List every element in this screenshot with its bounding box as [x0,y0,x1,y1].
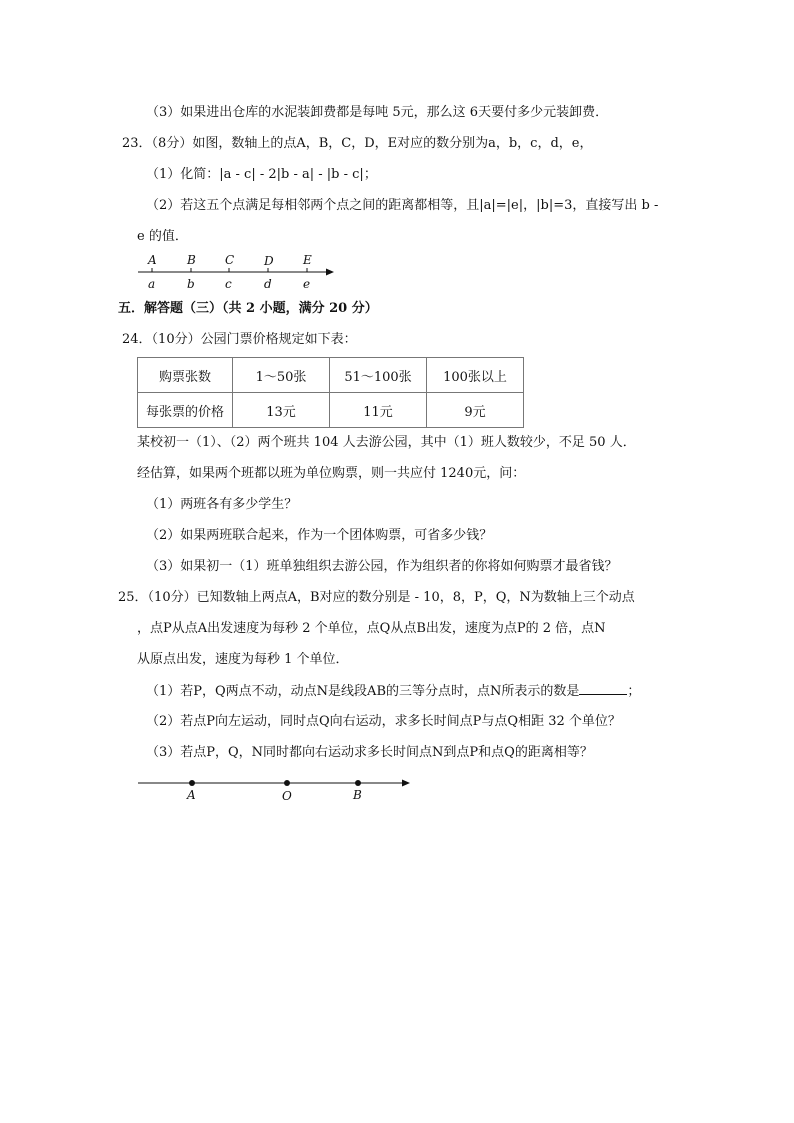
number-line-2 [136,774,416,804]
label-d: d [264,277,272,291]
section-5-heading: 五．解答题（三）（共 2 小题，满分 20 分） [118,301,378,316]
q25-part1-text: （1）若P，Q两点不动，动点N是线段AB的三等分点时，点N所表示的数是 [146,684,580,699]
number-line-1 [136,252,336,292]
q24-para2: 经估算，如果两个班都以班为单位购票，则一共应付 1240元，问： [137,466,526,481]
table-row [138,358,524,393]
q24-stem: 24．（10分）公园门票价格规定如下表： [122,332,357,347]
q23-stem: 23．（8分）如图，数轴上的点A，B，C，D，E对应的数分别为a，b，c，d，e， [122,136,593,151]
label-point-O: O [282,789,292,803]
table-cell: 100张以上 [427,358,524,393]
point-B [355,780,361,786]
q25-para3: 从原点出发，速度为每秒 1 个单位． [137,652,349,667]
table-cell: 11元 [330,393,427,428]
label-a: a [148,277,156,291]
q25-part3: （3）若点P，Q，N同时都向右运动求多长时间点N到点P和点Q的距离相等？ [146,745,593,760]
label-point-A: A [187,788,196,802]
q23-part2-line2: e 的值． [137,229,188,244]
table-cell: 1～50张 [233,358,330,393]
q25-para1: 25．（10分）已知数轴上两点A，B对应的数分别是 - 10，8，P，Q，N为数轴上三个动点 [118,590,635,605]
label-b: b [187,277,195,291]
q23-part2-line1: （2）若这五个点满足每相邻两个点之间的距离都相等，且|a|=|e|，|b|=3，直接写出 b - [146,198,659,213]
q25-part2: （2）若点P向左运动，同时点Q向右运动，求多长时间点P与点Q相距 32 个单位？ [146,714,621,729]
table-row [138,393,524,428]
label-E: E [303,253,312,267]
point-O [284,780,290,786]
table-cell: 每张票的价格 [138,393,233,428]
q25-para2: ，点P从点A出发速度为每秒 2 个单位，点Q从点B出发，速度为点P的 2 倍，点N [137,621,606,636]
label-e: e [303,277,311,291]
ticket-price-table [137,357,524,428]
q22-part3: （3）如果进出仓库的水泥装卸费都是每吨 5元，那么这 6天要付多少元装卸费． [146,105,609,120]
table-cell: 9元 [427,393,524,428]
q25-part1-end: ； [627,684,641,699]
table-cell: 购票张数 [138,358,233,393]
label-point-B: B [353,788,362,802]
q23-part1: （1）化简：|a - c| - 2|b - a| - |b - c|； [146,167,377,182]
q24-part3: （3）如果初一（1）班单独组织去游公园，作为组织者的你将如何购票才最省钱？ [146,559,618,574]
label-C: C [225,253,235,267]
label-A: A [148,253,157,267]
q24-part1: （1）两班各有多少学生？ [146,497,298,512]
label-c: c [225,277,232,291]
q25-part1 [146,682,640,701]
answer-blank [579,682,627,695]
q24-part2: （2）如果两班联合起来，作为一个团体购票，可省多少钱？ [146,528,493,543]
point-A [189,780,195,786]
table-cell: 51～100张 [330,358,427,393]
label-D: D [264,254,274,268]
table-cell: 13元 [233,393,330,428]
q24-para1: 某校初一（1）、（2）两个班共 104 人去游公园，其中（1）班人数较少，不足 50 人． [137,435,636,450]
label-B: B [187,253,196,267]
